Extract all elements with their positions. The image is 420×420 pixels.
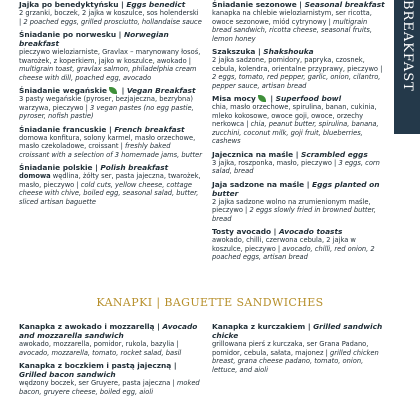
item-description-en: 2 eggs slowly fried in browned butter, bread xyxy=(212,206,376,223)
item-title: Śniadanie wegańskie xyxy=(19,86,108,95)
item-title: Śniadanie polskie | xyxy=(19,163,101,172)
section-heading: KANAPKI | BAGUETTE SANDWICHES xyxy=(96,296,324,309)
item-title-en: Norwegian breakfast xyxy=(19,30,169,48)
menu-item xyxy=(19,125,202,160)
item-description-en: 2 poached eggs, grilled prosciutto, hollandaise sauce xyxy=(23,17,202,26)
item-title-en: Scrambled eggs xyxy=(301,149,368,159)
sandwich-right-column xyxy=(212,322,387,378)
menu-item xyxy=(19,0,202,26)
band-label: BREAKFAST xyxy=(400,0,415,92)
item-title: Jajecznica na maśle | xyxy=(212,149,302,159)
item-description: pieczywo wieloziarniste, Gravlax – marynowany łosoś, twarożek, z koperkiem, jajko w koszulce, awokado | xyxy=(19,48,201,65)
item-title-en: Grilled sandwich chicke xyxy=(212,322,383,340)
item-title-en: Grilled bacon sandwich xyxy=(19,370,116,379)
breakfast-section-band xyxy=(394,0,420,134)
item-title: Tosty avocado | xyxy=(212,227,279,236)
item-title: Szakszuka | xyxy=(212,47,264,56)
menu-item xyxy=(19,322,202,357)
menu-item xyxy=(19,361,202,396)
item-description: wędlina, żółty ser, pasta jajeczna, twarożek, masło, pieczywo | xyxy=(19,172,201,189)
item-description-en: moked bacon, gruyere cheese, boiled egg, aioli xyxy=(19,379,200,396)
menu-item xyxy=(212,227,387,262)
item-description-en: 3 vegan pastes (no egg pastie, pyroser, nofish pastie) xyxy=(19,103,194,120)
item-title: Śniadanie sezonowe | xyxy=(212,0,305,9)
item-description: 3 jajka, roszponka, masło, pieczywo | xyxy=(212,158,339,167)
item-description: wędzony boczek, ser Gruyere, pasta jajeczna | xyxy=(19,379,177,387)
item-description: 2 grzanki, boczek, 2 jajka w koszulce, sos holenderski | xyxy=(19,9,199,26)
item-title: Misa mocy xyxy=(212,94,256,103)
item-title-en: French breakfast xyxy=(114,124,185,134)
item-description-en: cold cuts, yellow cheese, cottage cheese with chive, boiled egg, seasonal salad, butter, sliced artisan baguette xyxy=(19,180,199,206)
item-title-en: | Superfood bowl xyxy=(267,94,342,103)
item-title-en: Avocado and mozzarella sandwich xyxy=(19,322,198,340)
item-description: 3 pasty wegańskie (pyroser, bezjajeczna, bezrybna) warzywa, pieczywo | xyxy=(19,95,193,112)
item-description-en: avocado, chilli, red onion, 2 poached eggs, artisan bread xyxy=(212,244,375,261)
item-description: grillowana pierś z kurczaka, ser Grana Padano, pomidor, cebula, sałata, majonez | xyxy=(212,340,369,357)
vegan-leaf-icon xyxy=(258,95,266,102)
menu-item xyxy=(212,47,387,90)
menu-item xyxy=(212,150,387,176)
item-title: Śniadanie francuskie | xyxy=(19,124,115,134)
sandwich-left-column xyxy=(19,322,202,400)
item-description: kanapka na chlebie wieloziarnistym, ser ricotta, owoce sezonowe, miód cytrynowy | xyxy=(212,9,372,26)
item-title: Jaja sadzone na maśle | xyxy=(212,179,313,189)
item-description-en: grilled chicken breast, grana cheese padano, tomato, onion, lettuce, and aioli xyxy=(212,348,379,374)
item-title-en: Polish breakfast xyxy=(100,163,169,172)
item-description-en: 2 eggs, tomato, red pepper, garlic, onion, cilantro, pepper sauce, artisan bread xyxy=(212,73,381,90)
item-description-en: multigrain toast, gravlax salmon, philadelphia cream cheese with dill, poached egg, avocado xyxy=(19,65,197,82)
item-description-en: avocado, mozzarella, tomato, rocket salad, basil xyxy=(19,348,182,357)
item-description-en: 3 eggs, corn salad, bread xyxy=(212,158,380,175)
item-title: Kanapka z boczkiem i pastą jajeczną | xyxy=(19,361,177,370)
item-description: chia, masło orzechowe, spirulina, banan, cukinia, mleko kokosowe, owoce goji, owoce, orzechy nerkowca | xyxy=(212,103,377,128)
item-description-en: freshly baked croissant with a selection of 3 homemade jams, butter xyxy=(19,142,202,159)
menu-item xyxy=(19,86,202,121)
item-description-en: chia, peanut butter, spirulina, banana, zucchini, coconut milk, goji fruit, blueberries, cashews xyxy=(212,120,379,145)
item-title: Śniadanie po norwesku | xyxy=(19,30,124,39)
vegan-leaf-icon xyxy=(109,87,117,94)
item-title: Kanapka z kurczakiem | xyxy=(212,322,314,331)
menu-item xyxy=(19,30,202,82)
item-title-en: Eggs benedict xyxy=(126,0,186,9)
item-title-en: | Vegan Breakfast xyxy=(119,86,196,95)
item-description-bold: domowa xyxy=(19,172,51,180)
item-title: Kanapka z awokado i mozzarellą | xyxy=(19,322,163,331)
menu-item xyxy=(212,180,387,224)
item-title-en: Seasonal breakfast xyxy=(304,0,385,9)
breakfast-right-column xyxy=(212,0,387,266)
item-description: awokado, chilli, czerwona cebula, 2 jajka w koszulce, pieczywo | xyxy=(212,236,356,253)
item-description-en: multigrain bread sandwich, ricotta cheese, seasonal fruits, lemon honey xyxy=(212,17,373,43)
item-title-en: Avocado toasts xyxy=(278,227,343,236)
breakfast-left-column xyxy=(19,0,202,210)
item-title-en: Shakshouka xyxy=(263,47,314,56)
menu-item xyxy=(212,94,387,146)
item-description: 2 jajka sadzone wolno na zrumienionym maśle, pieczywo | xyxy=(212,197,371,214)
menu-item xyxy=(19,163,202,206)
item-title: Jajka po benedyktyńsku | xyxy=(19,0,127,9)
item-title-en: Eggs planted on butter xyxy=(212,179,380,198)
item-description: awokado, mozzarella, pomidor, rukola, bazylia | xyxy=(19,340,179,348)
menu-item xyxy=(212,0,387,43)
item-description: 2 jajka sadzone, pomidory, papryka, czosnek, cebula, kolendra, orientalne przyprawy, pieczywo | xyxy=(212,56,383,73)
item-description: domowa konfitura, solony karmel, masło orzechowe, masło czekoladowe, croissant | xyxy=(19,133,196,150)
menu-item xyxy=(212,322,387,374)
